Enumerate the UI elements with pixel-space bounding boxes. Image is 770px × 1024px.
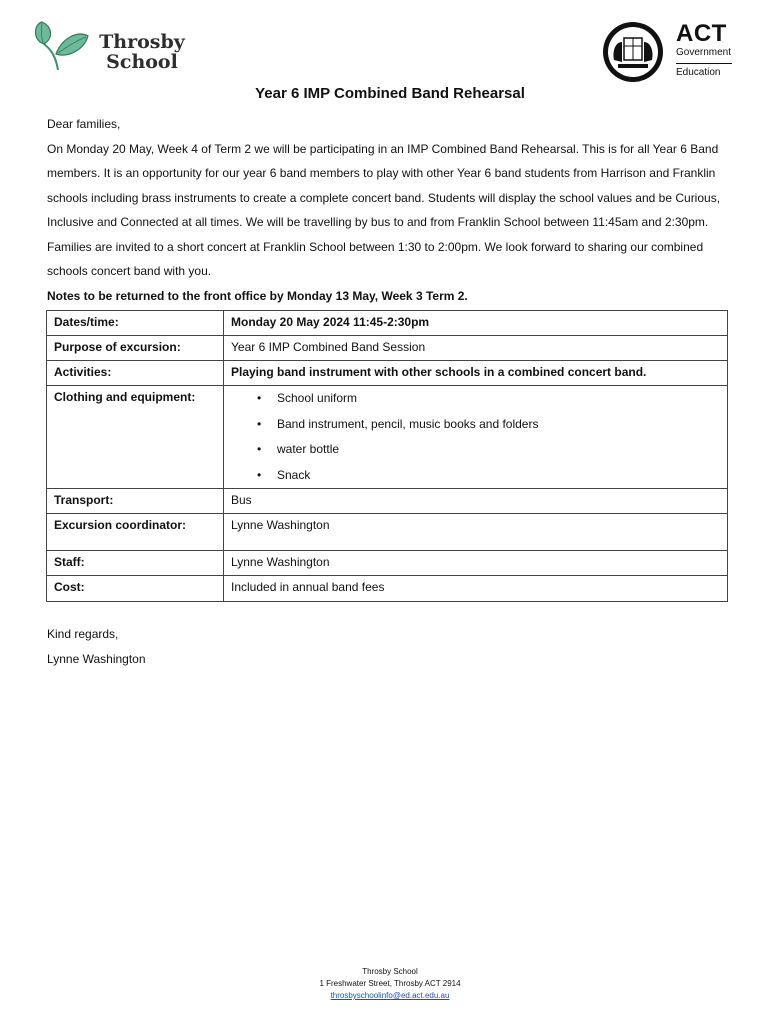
closing-block	[47, 622, 146, 672]
purpose-label: Purpose of excursion:	[47, 336, 224, 361]
cost-value: Included in annual band fees	[224, 576, 728, 602]
main-paragraph: On Monday 20 May, Week 4 of Term 2 we will be participating in an IMP Combined Band Rehearsal. This is for all Year 6 Band members. It is an opportunity for our year 6 band members to play with other Year 6 band students from Harrison and Franklin schools including brass instruments to create a complete concert band. Students will display the school values and be Curious, Inclusive and Connected at all times. We will be travelling by bus to and from Franklin School between 11:45am and 2:30pm. Families are invited to a short concert at Franklin School between 1:30 to 2:00pm. We look forward to sharing our combined schools concert band with you.	[47, 141, 721, 278]
cost-label: Cost:	[47, 576, 224, 602]
school-name-line-1: Throsby	[99, 31, 185, 53]
dates-label: Dates/time:	[47, 311, 224, 336]
list-item: • School uniform	[231, 386, 720, 412]
letter-body	[47, 112, 737, 308]
table-row	[47, 386, 728, 489]
footer	[0, 966, 770, 1002]
list-item: • water bottle	[231, 437, 720, 463]
footer-school: Throsby School	[362, 967, 418, 976]
activities-label: Activities:	[47, 361, 224, 386]
table-row	[47, 576, 728, 602]
act-divider	[676, 63, 732, 64]
list-item: • Snack	[231, 463, 720, 489]
clothing-value	[224, 386, 728, 489]
act-education-label: Education	[676, 67, 721, 78]
staff-label: Staff:	[47, 551, 224, 576]
coordinator-label: Excursion coordinator:	[47, 514, 224, 551]
footer-email-link[interactable]: throsbyschoolinfo@ed.act.edu.au	[330, 991, 450, 1000]
transport-label: Transport:	[47, 489, 224, 514]
bullet-icon: •	[257, 391, 262, 405]
coordinator-value: Lynne Washington	[224, 514, 728, 551]
transport-value: Bus	[224, 489, 728, 514]
dates-value: Monday 20 May 2024 11:45-2:30pm	[224, 311, 728, 336]
list-item: • Band instrument, pencil, music books and folders	[231, 412, 720, 438]
act-wordmark: ACT	[676, 20, 727, 47]
leaf-icon	[32, 20, 92, 80]
activities-value: Playing band instrument with other schools in a combined concert band.	[224, 361, 728, 386]
return-notice: Notes to be returned to the front office by Monday 13 May, Week 3 Term 2.	[47, 288, 468, 303]
school-name-line-2: School	[106, 51, 178, 73]
table-row	[47, 514, 728, 551]
excursion-details-table	[46, 310, 728, 602]
bullet-icon: •	[257, 442, 262, 456]
school-name	[92, 32, 192, 72]
table-row	[47, 311, 728, 336]
footer-address: 1 Freshwater Street, Throsby ACT 2914	[319, 979, 461, 988]
bullet-icon: •	[257, 467, 262, 482]
greeting: Dear families,	[47, 117, 121, 131]
school-logo	[32, 20, 192, 82]
clothing-label: Clothing and equipment:	[47, 386, 224, 489]
clothing-list	[231, 386, 720, 488]
bullet-icon: •	[257, 416, 262, 431]
table-row	[47, 489, 728, 514]
regards: Kind regards,	[47, 627, 119, 641]
document-title: Year 6 IMP Combined Band Rehearsal	[255, 85, 525, 102]
act-government-label: Government	[676, 47, 732, 58]
act-government-logo	[600, 20, 740, 84]
table-row	[47, 336, 728, 361]
act-crest-icon	[600, 20, 666, 84]
signature: Lynne Washington	[47, 652, 146, 666]
table-row	[47, 551, 728, 576]
purpose-value: Year 6 IMP Combined Band Session	[224, 336, 728, 361]
table-row	[47, 361, 728, 386]
staff-value: Lynne Washington	[224, 551, 728, 576]
